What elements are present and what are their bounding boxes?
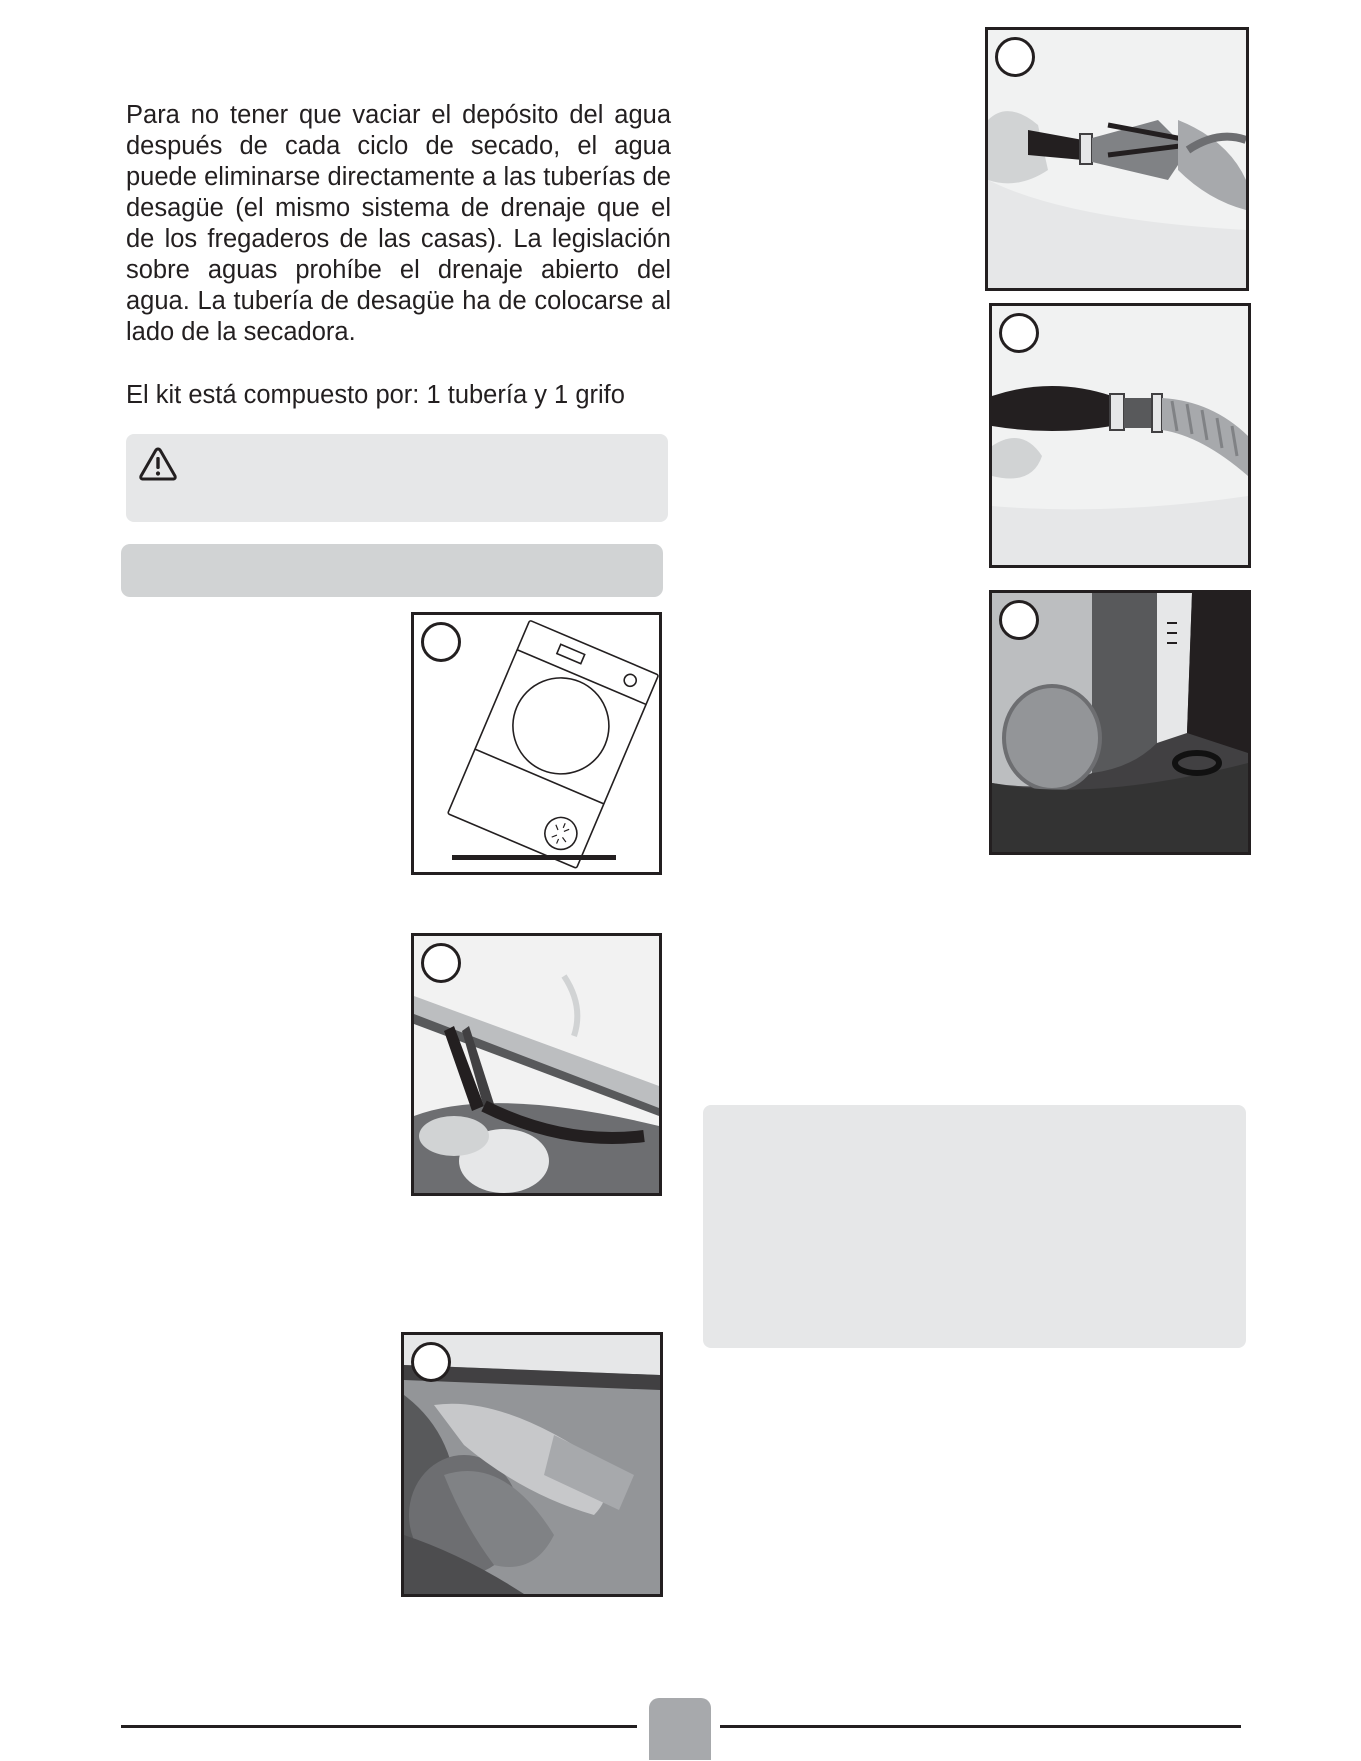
figure-6-photo	[989, 590, 1251, 855]
kit-contents-text: El kit está compuesto por: 1 tubería y 1 grifo	[126, 381, 625, 409]
footer-line-right	[720, 1725, 1241, 1728]
step-number-circle	[995, 37, 1035, 77]
figure-4-photo	[985, 27, 1249, 291]
figure-5-photo	[989, 303, 1251, 568]
warning-box	[126, 434, 668, 522]
step-number-circle	[421, 943, 461, 983]
step-number-circle	[999, 313, 1039, 353]
step-number-circle	[999, 600, 1039, 640]
info-box	[703, 1105, 1246, 1348]
figure-2-photo	[411, 933, 662, 1196]
page-number-tab	[649, 1698, 711, 1760]
intro-paragraph: Para no tener que vaciar el depósito del agua después de cada ciclo de secado, el agua puede eliminarse directamente a las tuberías de desagüe (el mismo sistema de drenaje que el de los fregaderos de las casas). La legislación sobre aguas prohíbe el drenaje abierto del agua. La tubería de desagüe ha de colocarse al lado de la secadora.	[126, 101, 671, 346]
step-number-circle	[421, 622, 461, 662]
figure-3-photo	[401, 1332, 663, 1597]
section-header-bar	[121, 544, 663, 597]
footer-line-left	[121, 1725, 637, 1728]
figure-1-dryer-drawing	[411, 612, 662, 875]
step-number-circle	[411, 1342, 451, 1382]
warning-triangle-icon	[138, 446, 178, 482]
